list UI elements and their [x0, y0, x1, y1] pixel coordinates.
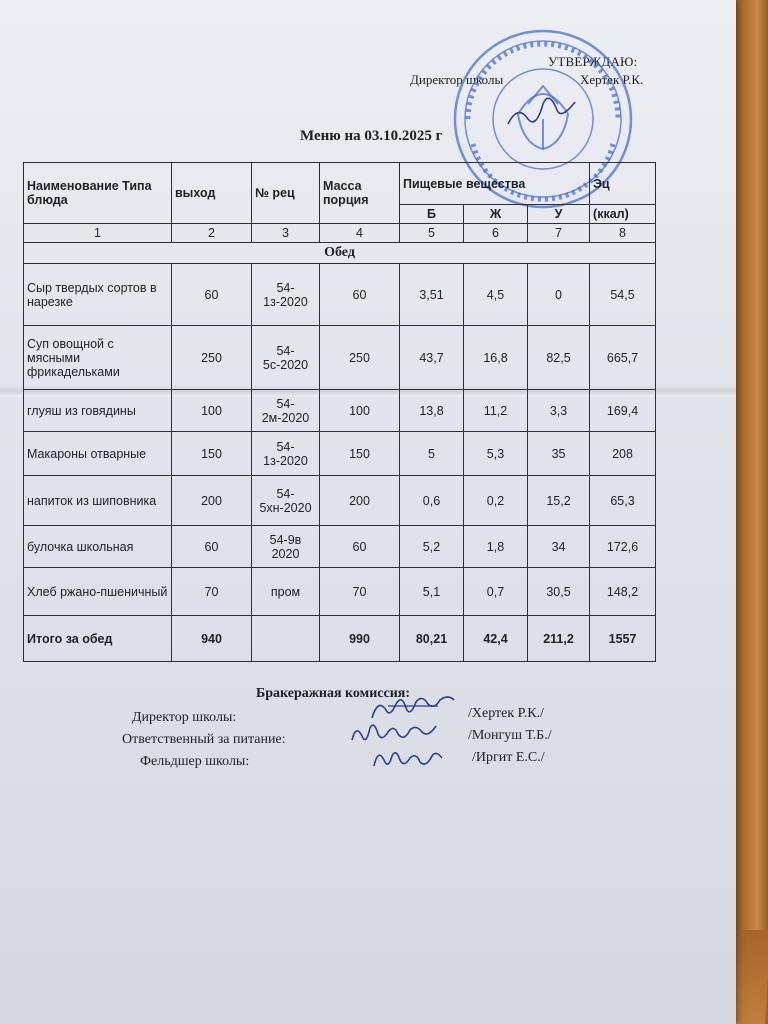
- signature-medic: [370, 744, 450, 774]
- total-row: [24, 616, 656, 662]
- commission-role-director: Директор школы:: [132, 710, 237, 725]
- dish-carbs: 34: [528, 526, 590, 568]
- dish-carbs: 35: [528, 432, 590, 476]
- dish-recipe: пром: [252, 568, 320, 616]
- col-number: 7: [528, 224, 590, 243]
- commission-name-medic: /Иргит Е.С./: [472, 750, 545, 765]
- header-zh: Ж: [464, 205, 528, 224]
- dish-fat: 16,8: [464, 326, 528, 390]
- total-fat: 42,4: [464, 616, 528, 662]
- commission-role-nutrition: Ответственный за питание:: [122, 732, 286, 747]
- table-row: [24, 390, 656, 432]
- total-recipe: [252, 616, 320, 662]
- dish-output: 250: [172, 326, 252, 390]
- commission-title: Бракеражная комиссия:: [256, 686, 410, 701]
- dish-mass: 60: [320, 264, 400, 326]
- dish-recipe: 54-9в 2020: [252, 526, 320, 568]
- commission-role-medic: Фельдшер школы:: [140, 754, 250, 769]
- dish-fat: 5,3: [464, 432, 528, 476]
- dish-protein: 5,2: [400, 526, 464, 568]
- dish-recipe: 54-5хн-2020: [252, 476, 320, 526]
- total-mass: 990: [320, 616, 400, 662]
- dish-mass: 250: [320, 326, 400, 390]
- dish-mass: 200: [320, 476, 400, 526]
- col-number: 1: [24, 224, 172, 243]
- commission-name-nutrition: /Монгуш Т.Б./: [468, 728, 552, 743]
- dish-output: 150: [172, 432, 252, 476]
- col-number: 2: [172, 224, 252, 243]
- header-recipe: № рец: [252, 163, 320, 224]
- dish-recipe: 54-2м-2020: [252, 390, 320, 432]
- dish-kcal: 172,6: [590, 526, 656, 568]
- dish-protein: 3,51: [400, 264, 464, 326]
- header-name: Наименование Типа блюда: [24, 163, 172, 224]
- dish-protein: 43,7: [400, 326, 464, 390]
- col-number: 5: [400, 224, 464, 243]
- dish-fat: 0,2: [464, 476, 528, 526]
- dish-fat: 0,7: [464, 568, 528, 616]
- col-number: 4: [320, 224, 400, 243]
- dish-name: Хлеб ржано-пшеничный: [24, 568, 172, 616]
- total-output: 940: [172, 616, 252, 662]
- header-output: выход: [172, 163, 252, 224]
- dish-mass: 150: [320, 432, 400, 476]
- column-number-row: [24, 224, 656, 243]
- dish-output: 70: [172, 568, 252, 616]
- table-row: [24, 568, 656, 616]
- dish-mass: 60: [320, 526, 400, 568]
- dish-recipe: 54-1з-2020: [252, 264, 320, 326]
- dish-carbs: 15,2: [528, 476, 590, 526]
- approval-director-name: Хертек Р.К.: [580, 72, 644, 87]
- dish-kcal: 169,4: [590, 390, 656, 432]
- dish-name: Сыр твердых сортов в нарезке: [24, 264, 172, 326]
- table-row: [24, 526, 656, 568]
- header-b: Б: [400, 205, 464, 224]
- dish-protein: 13,8: [400, 390, 464, 432]
- dish-name: Суп овощной с мясными фрикадельками: [24, 326, 172, 390]
- dish-fat: 1,8: [464, 526, 528, 568]
- table-row: [24, 432, 656, 476]
- total-label: Итого за обед: [24, 616, 172, 662]
- table-row: [24, 264, 656, 326]
- section-title: Обед: [24, 243, 656, 264]
- dish-name: булочка школьная: [24, 526, 172, 568]
- col-number: 6: [464, 224, 528, 243]
- total-protein: 80,21: [400, 616, 464, 662]
- table-row: [24, 476, 656, 526]
- menu-title: Меню на 03.10.2025 г: [300, 128, 443, 144]
- total-carbs: 211,2: [528, 616, 590, 662]
- dish-output: 100: [172, 390, 252, 432]
- approval-director-label: Директор школы: [410, 72, 504, 87]
- header-kcal: (ккал): [590, 205, 656, 224]
- dish-name: Макароны отварные: [24, 432, 172, 476]
- dish-recipe: 54-1з-2020: [252, 432, 320, 476]
- section-row: [24, 243, 656, 264]
- dish-carbs: 30,5: [528, 568, 590, 616]
- dish-carbs: 0: [528, 264, 590, 326]
- header-mass: Масса порция: [320, 163, 400, 224]
- dish-carbs: 3,3: [528, 390, 590, 432]
- col-number: 8: [590, 224, 656, 243]
- dish-fat: 11,2: [464, 390, 528, 432]
- dish-kcal: 65,3: [590, 476, 656, 526]
- dish-kcal: 148,2: [590, 568, 656, 616]
- approval-heading: УТВЕРЖДАЮ:: [548, 54, 638, 69]
- dish-output: 60: [172, 264, 252, 326]
- signature-nutrition: [348, 720, 448, 748]
- header-u: У: [528, 205, 590, 224]
- dish-kcal: 208: [590, 432, 656, 476]
- dish-output: 200: [172, 476, 252, 526]
- dish-mass: 100: [320, 390, 400, 432]
- dish-protein: 5: [400, 432, 464, 476]
- dish-output: 60: [172, 526, 252, 568]
- dish-kcal: 54,5: [590, 264, 656, 326]
- dish-fat: 4,5: [464, 264, 528, 326]
- dish-kcal: 665,7: [590, 326, 656, 390]
- dish-protein: 0,6: [400, 476, 464, 526]
- col-number: 3: [252, 224, 320, 243]
- dish-name: глуяш из говядины: [24, 390, 172, 432]
- table-row: [24, 326, 656, 390]
- commission-name-director: /Хертек Р.К./: [468, 706, 544, 721]
- header-energy: Эц: [590, 163, 656, 205]
- dish-recipe: 54-5с-2020: [252, 326, 320, 390]
- dish-protein: 5,1: [400, 568, 464, 616]
- dish-carbs: 82,5: [528, 326, 590, 390]
- total-kcal: 1557: [590, 616, 656, 662]
- menu-table: [23, 162, 656, 662]
- header-nutrients: Пищевые вещества: [400, 163, 590, 205]
- dish-mass: 70: [320, 568, 400, 616]
- dish-name: напиток из шиповника: [24, 476, 172, 526]
- header-row: [24, 163, 656, 205]
